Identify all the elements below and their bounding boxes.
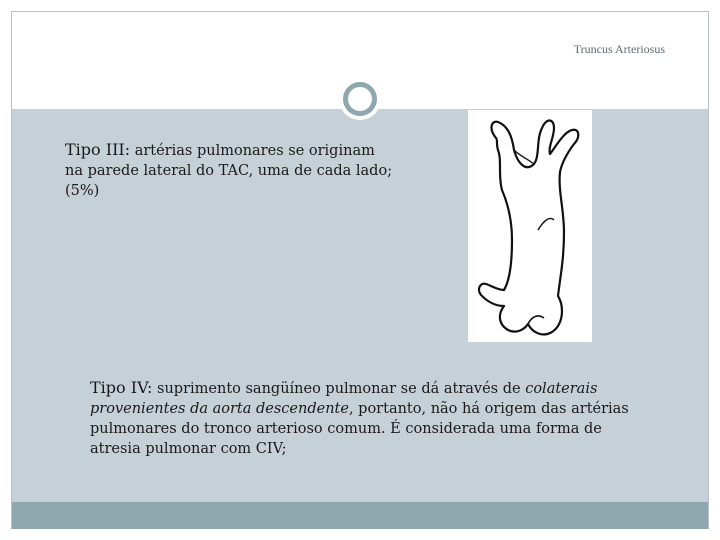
- tipo-iv-line-2-italic: provenientes da aorta descendente: [90, 401, 349, 417]
- header-title: Truncus Arteriosus: [573, 42, 665, 56]
- tipo-iii-line-2: na parede lateral do TAC, uma de cada lado;: [65, 163, 393, 179]
- heart-vessel-illustration: [468, 110, 592, 342]
- tipo-iii-line-1-rest: artérias pulmonares se originam: [130, 143, 375, 159]
- tipo-iv-line-3: pulmonares do tronco arterioso comum. É considerada uma forma de: [90, 421, 602, 437]
- tipo-iv-line-4: atresia pulmonar com CIV;: [90, 441, 287, 457]
- tipo-iv-line-2-rest: , portanto, não há origem das artérias: [348, 401, 629, 417]
- tipo-iii-paragraph: [65, 140, 465, 201]
- truncus-arteriosus-drawing-icon: [468, 110, 592, 342]
- tipo-iv-line-1: [90, 378, 660, 399]
- tipo-iv-line-1-rest: suprimento sangüíneo pulmonar se dá através de: [152, 381, 526, 397]
- tipo-iv-line-1-italic: colaterais: [525, 381, 598, 397]
- tipo-iii-line-3: (5%): [65, 183, 100, 199]
- divider-circle-icon: [339, 78, 381, 120]
- tipo-iv-lead: Tipo IV:: [90, 378, 153, 397]
- tipo-iii-line-1: [65, 140, 465, 161]
- tipo-iv-line-2: [90, 399, 660, 419]
- bottom-accent-bar: [12, 502, 708, 529]
- tipo-iv-paragraph: [90, 378, 660, 459]
- tipo-iii-lead: Tipo III:: [65, 140, 131, 159]
- divider-ring: [343, 82, 377, 116]
